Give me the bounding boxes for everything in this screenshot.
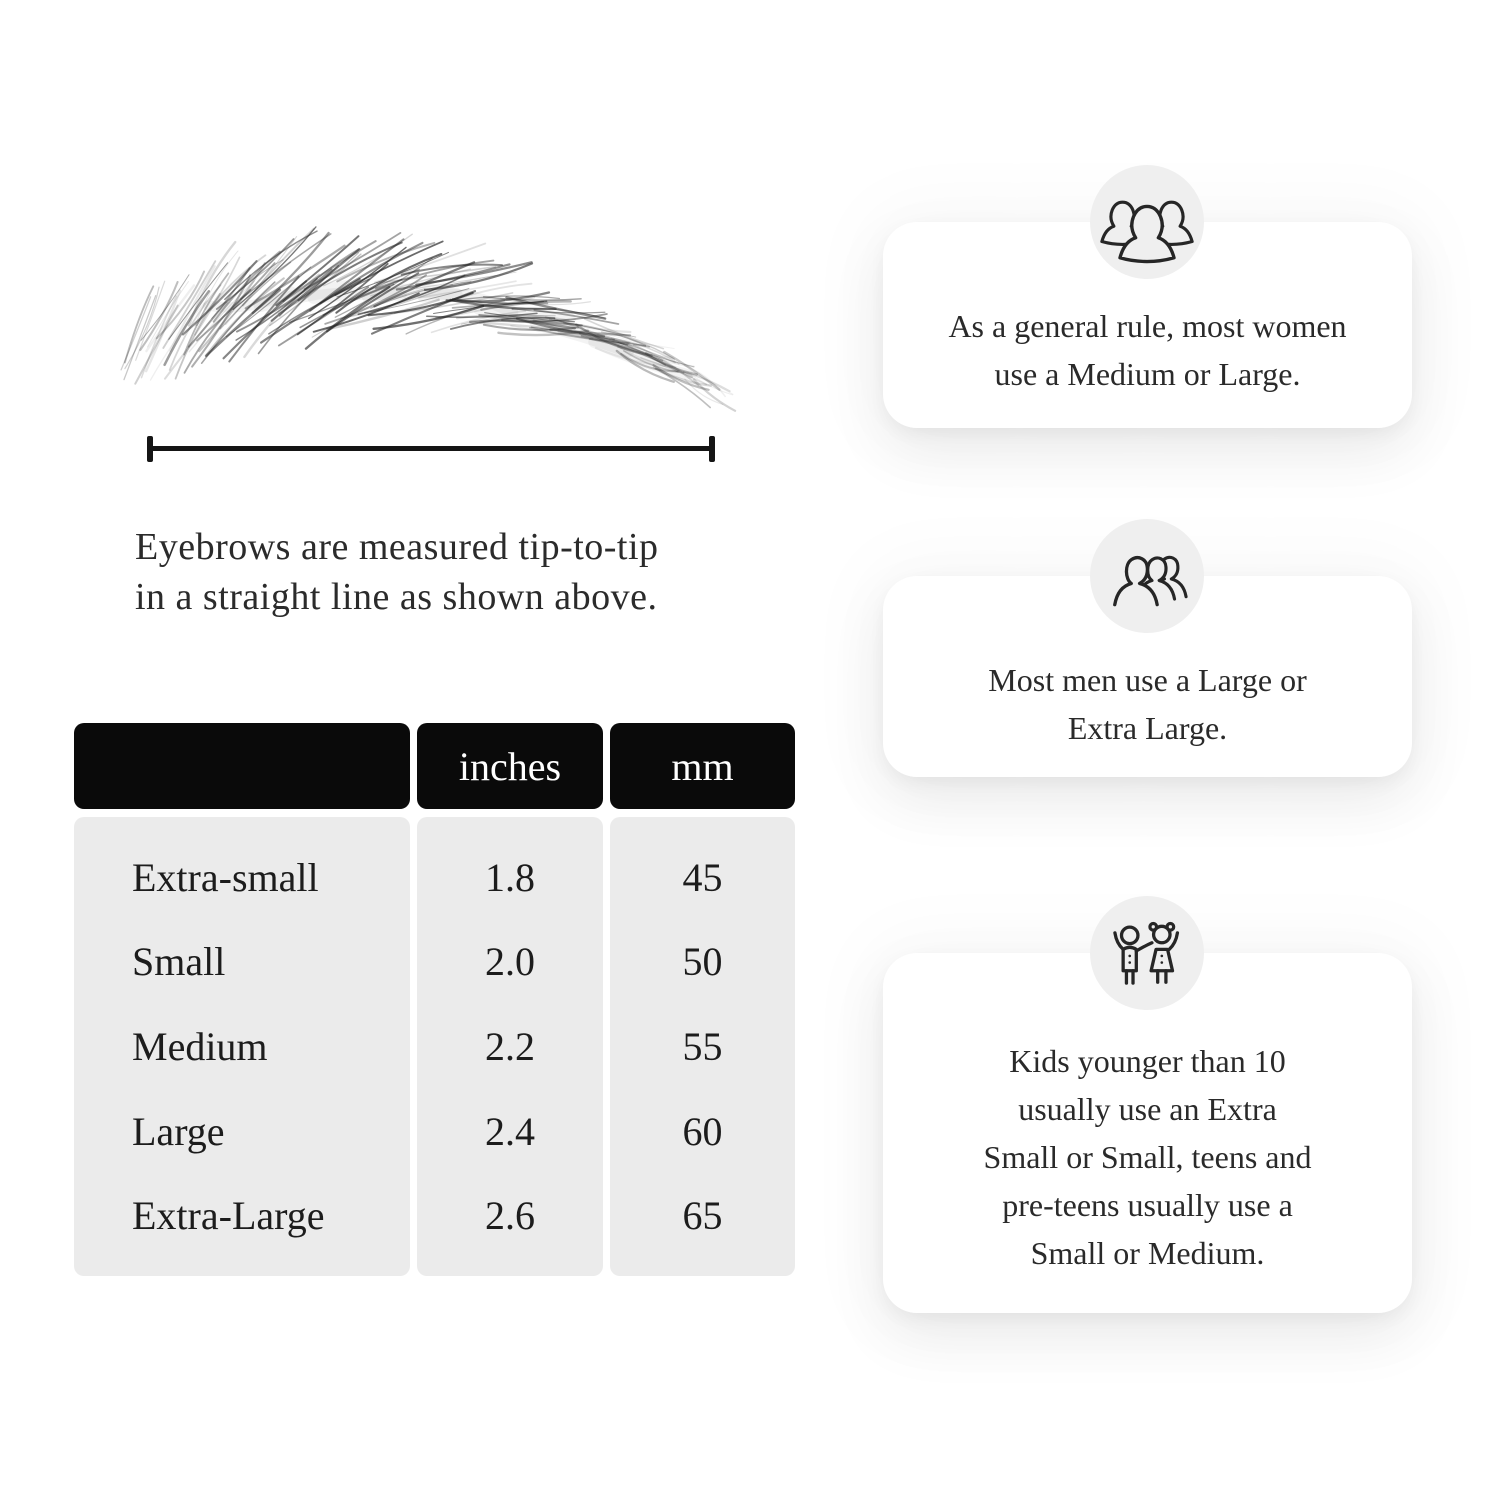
table-row-label: Extra-Large bbox=[132, 1193, 325, 1239]
table-cell-inches: 2.4 bbox=[485, 1108, 535, 1154]
table-row-label: Extra-small bbox=[132, 854, 319, 900]
men-icon-circle bbox=[1090, 519, 1204, 633]
size-table bbox=[74, 723, 795, 1275]
table-cell-inches: 2.6 bbox=[485, 1193, 535, 1239]
table-cell-inches: 2.0 bbox=[485, 939, 535, 985]
kids-info-line: usually use an Extra bbox=[1018, 1091, 1277, 1127]
table-cell-mm: 60 bbox=[682, 1108, 723, 1154]
measurement-line-left-cap bbox=[147, 436, 153, 462]
women-info-line: As a general rule, most women bbox=[948, 308, 1347, 344]
table-cell-mm: 50 bbox=[682, 939, 723, 985]
kids-info-line: Small or Medium. bbox=[1030, 1235, 1265, 1271]
women-info-text bbox=[883, 302, 1412, 398]
kids-info-text bbox=[883, 1037, 1412, 1277]
women-group-icon bbox=[1100, 175, 1194, 269]
table-cell-inches: 2.2 bbox=[485, 1023, 535, 1069]
women-info-line: use a Medium or Large. bbox=[994, 356, 1301, 392]
men-info-line: Extra Large. bbox=[1067, 710, 1228, 746]
table-cell-mm: 65 bbox=[682, 1193, 723, 1239]
children-icon bbox=[1100, 906, 1194, 1000]
women-icon-circle bbox=[1090, 165, 1204, 279]
kids-icon-circle bbox=[1090, 896, 1204, 1010]
eyebrow-sketch-svg bbox=[100, 225, 760, 445]
table-row-label: Large bbox=[132, 1108, 225, 1154]
table-column-inches bbox=[417, 817, 603, 1276]
kids-info-line: Kids younger than 10 bbox=[1009, 1043, 1286, 1079]
table-cell-mm: 55 bbox=[682, 1023, 723, 1069]
men-info-text bbox=[883, 656, 1412, 752]
table-cell-mm: 45 bbox=[682, 854, 723, 900]
table-header-sizes bbox=[74, 723, 410, 809]
table-header-inches: inches bbox=[417, 723, 603, 809]
caption-line-1: Eyebrows are measured tip-to-tip bbox=[135, 526, 659, 568]
measurement-caption bbox=[135, 522, 775, 622]
kids-info-line: pre-teens usually use a bbox=[1002, 1187, 1293, 1223]
measurement-line-right-cap bbox=[709, 436, 715, 462]
table-cell-inches: 1.8 bbox=[485, 854, 535, 900]
table-column-mm bbox=[610, 817, 795, 1276]
eyebrow-illustration bbox=[100, 225, 760, 445]
measurement-line bbox=[150, 446, 712, 451]
men-group-icon bbox=[1100, 529, 1194, 623]
caption-line-2: in a straight line as shown above. bbox=[135, 576, 658, 618]
kids-info-line: Small or Small, teens and bbox=[983, 1139, 1312, 1175]
table-row-label: Medium bbox=[132, 1023, 268, 1069]
table-row-label: Small bbox=[132, 939, 226, 985]
table-column-labels bbox=[74, 817, 410, 1276]
table-header-mm: mm bbox=[610, 723, 795, 809]
men-info-line: Most men use a Large or bbox=[988, 662, 1307, 698]
